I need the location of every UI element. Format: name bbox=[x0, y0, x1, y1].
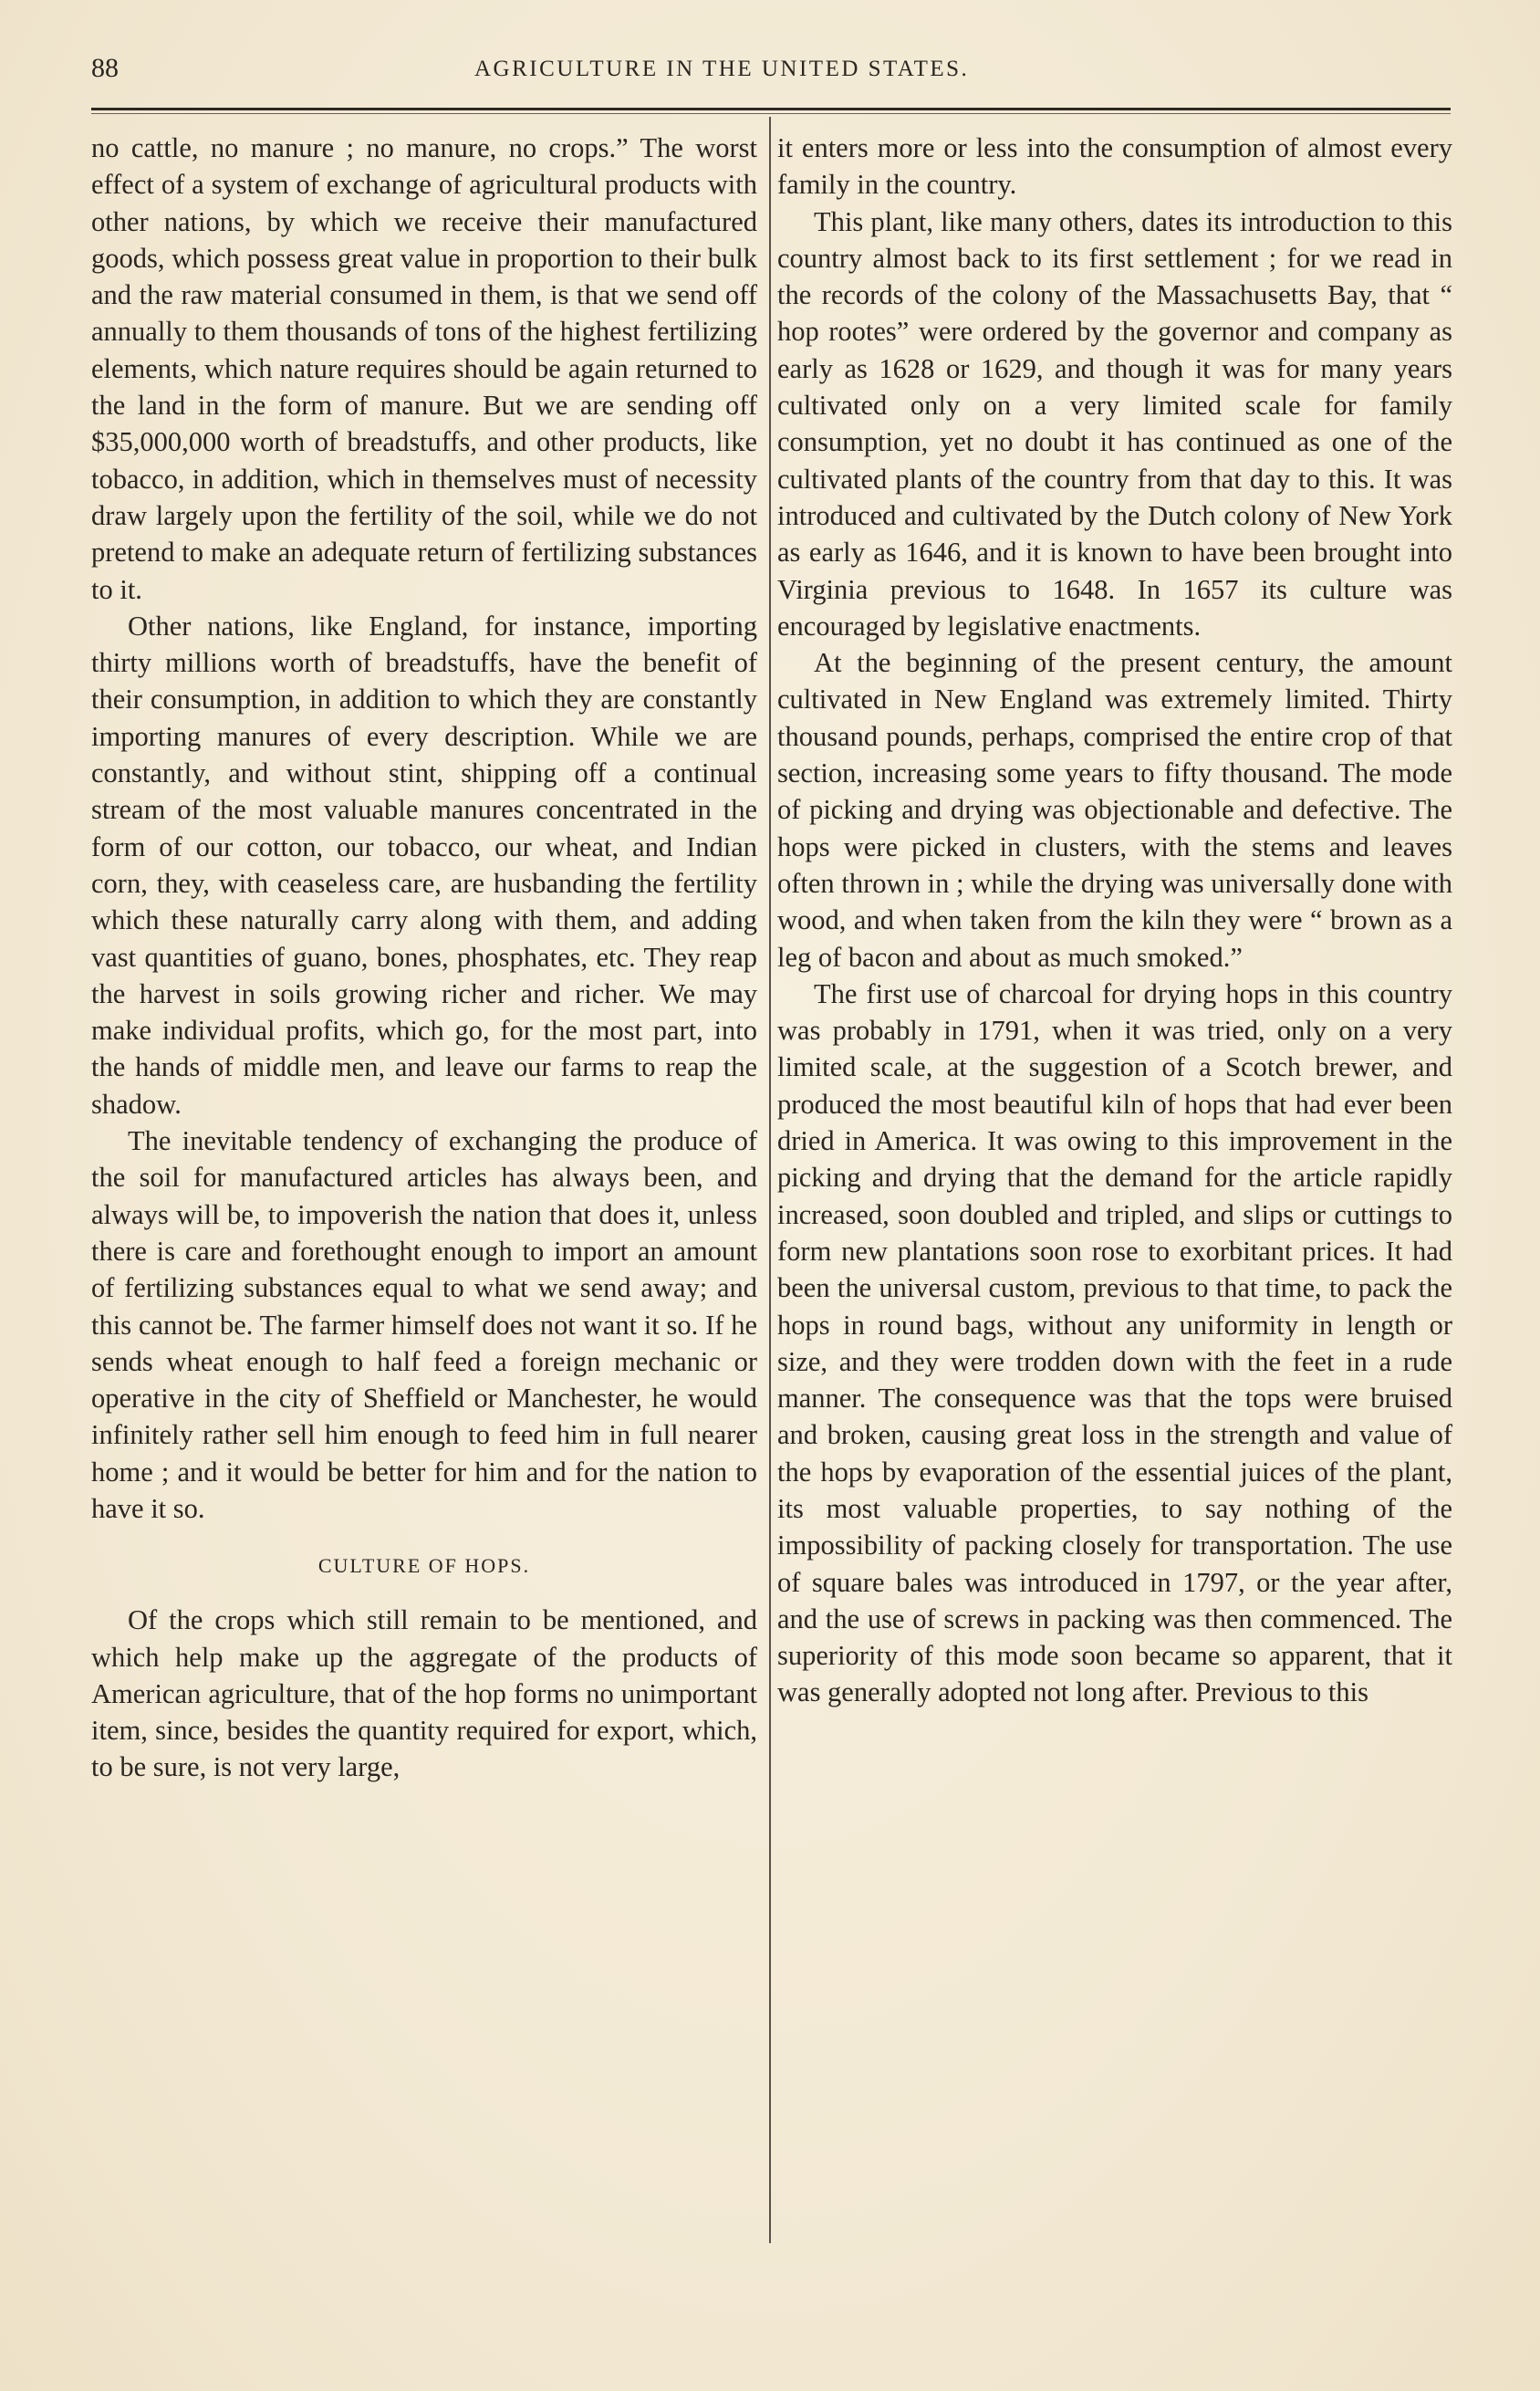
left-column bbox=[91, 130, 757, 1786]
column-divider bbox=[769, 117, 771, 2243]
paragraph: This plant, like many others, dates its introduction to this country almost back to its first settlement ; for we read in the records of the colony of the Massachusetts Bay, that “ hop rootes” were ordered by the governor and company as early as 1628 or 1629, and though it was for many years cultivated only on a very limited scale for family consumption, yet no doubt it has continued as one of the cultivated plants of the country from that day to this. It was introduced and cultivated by the Dutch colony of New York as early as 1646, and it is known to have been brought into Virginia previous to 1648. In 1657 its culture was encouraged by legislative enactments. bbox=[777, 205, 1452, 642]
header-rule bbox=[91, 108, 1451, 110]
right-column bbox=[777, 130, 1452, 1711]
paragraph: The first use of charcoal for drying hops in this country was probably in 1791, when it was tried, only on a very limited scale, at the suggestion of a Scotch brewer, and produced the most beautiful kiln of hops that had ever been dried in America. It was owing to this improvement in the picking and drying that the demand for the article rapidly increased, soon doubled and tripled, and slips or cuttings to form new plantations soon rose to exorbitant prices. It had been the universal custom, previous to that time, to pack the hops in round bags, without any uniformity in length or size, and they were trodden down with the feet in a rude manner. The consequence was that the tops were bruised and broken, causing great loss in the strength and value of the hops by evaporation of the essential juices of the plant, its most valuable properties, to say nothing of the impossibility of packing closely for transportation. The use of square bales was introduced in 1797, or the year after, and the use of screws in packing was then commenced. The superiority of this mode soon became so apparent, that it was generally adopted not long after. Previous to this bbox=[777, 977, 1452, 1708]
page-header bbox=[91, 53, 1460, 89]
paragraph: The inevitable tendency of exchanging the produce of the soil for manufactured articles has always been, and always will be, to impoverish the nation that does it, unless there is care and forethought enough to import an amount of fertilizing substances equal to what we send away; and this cannot be. The farmer himself does not want it so. If he sends wheat enough to half feed a foreign mechanic or operative in the city of Sheffield or Manchester, he would infinitely rather sell him enough to feed him in full nearer home ; and it would be better for him and for the nation to have it so. bbox=[91, 1125, 757, 1524]
page-number: 88 bbox=[91, 53, 119, 83]
section-heading: CULTURE OF HOPS. bbox=[317, 1554, 531, 1578]
header-rule-thin bbox=[91, 113, 1451, 114]
paragraph: At the beginning of the present century, the amount cultivated in New England was extremely limited. Thirty thousand pounds, perhaps, comprised the entire crop of that section, increasing some years to fifty thousand. The mode of picking and drying was objectionable and defective. The hops were picked in clusters, with the stems and leaves often thrown in ; while the drying was universally done with wood, and when taken from the kiln they were “ brown as a leg of bacon and about as much smoked.” bbox=[777, 647, 1452, 973]
paragraph: Other nations, like England, for instance, importing thirty millions worth of breadstuffs, have the benefit of their consumption, in addition to which they are constantly importing manures of every description. While we are constantly, and without stint, shipping off a continual stream of the most valuable manures concentrated in the form of our cotton, our tobacco, our wheat, and Indian corn, they, with ceaseless care, are husbanding the fertility which these naturally carry along with them, and adding vast quantities of guano, bones, phosphates, etc. They reap the harvest in soils growing richer and richer. We may make individual profits, which go, for the most part, into the hands of middle men, and leave our farms to reap the shadow. bbox=[91, 610, 757, 1120]
paragraph: it enters more or less into the consumption of almost every family in the country. bbox=[777, 132, 1452, 201]
paragraph: no cattle, no manure ; no manure, no crops.” The worst effect of a system of exchange of agricultural products with other nations, by which we receive their manufactured goods, which possess great value in proportion to their bulk and the raw material consumed in them, is that we send off annually to them thousands of tons of the highest fertilizing elements, which nature requires should be again returned to the land in the form of manure. But we are sending off $35,000,000 worth of breadstuffs, and other products, like tobacco, in addition, which in themselves must of necessity draw largely upon the fertility of the soil, while we do not pretend to make an adequate return of fertilizing substances to it. bbox=[91, 132, 757, 605]
paragraph: Of the crops which still remain to be mentioned, and which help make up the aggregate of the products of American agriculture, that of the hop forms no unimportant item, since, besides the quantity required for export, which, to be sure, is not very large, bbox=[91, 1604, 757, 1783]
running-head: AGRICULTURE IN THE UNITED STATES. bbox=[474, 57, 970, 81]
